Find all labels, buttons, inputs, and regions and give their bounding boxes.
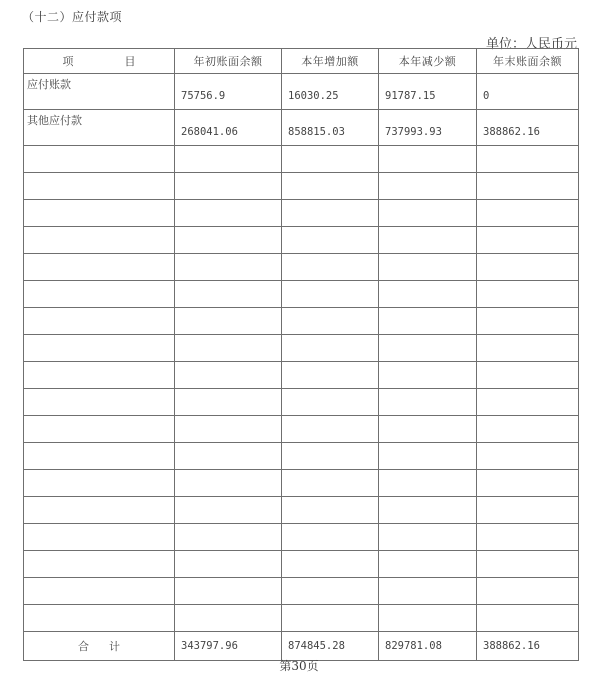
table-header-row [24, 49, 579, 74]
empty-cell [282, 254, 379, 281]
empty-table-row [24, 335, 579, 362]
empty-cell [282, 416, 379, 443]
empty-cell [379, 551, 477, 578]
empty-cell [24, 200, 175, 227]
empty-table-row [24, 470, 579, 497]
empty-cell [477, 173, 579, 200]
empty-cell [477, 146, 579, 173]
empty-cell [282, 146, 379, 173]
empty-cell [175, 200, 282, 227]
empty-cell [282, 524, 379, 551]
decrease-cell: 91787.15 [379, 74, 477, 110]
empty-cell [477, 497, 579, 524]
empty-cell [282, 335, 379, 362]
empty-cell [282, 470, 379, 497]
empty-cell [379, 200, 477, 227]
empty-cell [477, 551, 579, 578]
empty-cell [379, 524, 477, 551]
opening-balance-cell: 75756.9 [175, 74, 282, 110]
empty-cell [477, 200, 579, 227]
empty-cell [379, 173, 477, 200]
total-opening-balance: 343797.96 [175, 632, 282, 661]
empty-cell [282, 281, 379, 308]
empty-table-row [24, 605, 579, 632]
empty-cell [175, 335, 282, 362]
empty-cell [175, 389, 282, 416]
empty-cell [175, 605, 282, 632]
empty-cell [379, 605, 477, 632]
increase-cell: 16030.25 [282, 74, 379, 110]
empty-cell [282, 389, 379, 416]
empty-table-row [24, 254, 579, 281]
empty-cell [282, 443, 379, 470]
empty-cell [477, 416, 579, 443]
empty-cell [24, 416, 175, 443]
empty-cell [24, 497, 175, 524]
decrease-cell: 737993.93 [379, 110, 477, 146]
empty-cell [477, 524, 579, 551]
empty-cell [282, 605, 379, 632]
page-number: 第30页 [279, 659, 319, 673]
header-item: 项 目 [24, 49, 175, 74]
empty-cell [379, 497, 477, 524]
empty-cell [24, 227, 175, 254]
header-opening-balance: 年初账面余额 [175, 49, 282, 74]
empty-cell [282, 551, 379, 578]
empty-table-row [24, 389, 579, 416]
empty-cell [379, 254, 477, 281]
empty-cell [175, 254, 282, 281]
total-increase: 874845.28 [282, 632, 379, 661]
empty-cell [24, 308, 175, 335]
empty-cell [477, 389, 579, 416]
empty-table-row [24, 362, 579, 389]
empty-cell [175, 470, 282, 497]
header-increase: 本年增加额 [282, 49, 379, 74]
empty-table-row [24, 443, 579, 470]
empty-cell [477, 578, 579, 605]
empty-cell [477, 227, 579, 254]
empty-cell [379, 362, 477, 389]
payables-table-container [23, 48, 578, 661]
empty-cell [282, 308, 379, 335]
closing-balance-cell: 0 [477, 74, 579, 110]
total-closing-balance: 388862.16 [477, 632, 579, 661]
empty-table-row [24, 497, 579, 524]
empty-cell [379, 335, 477, 362]
empty-cell [175, 308, 282, 335]
empty-cell [379, 578, 477, 605]
empty-cell [477, 335, 579, 362]
empty-cell [175, 362, 282, 389]
empty-table-row [24, 308, 579, 335]
empty-cell [175, 227, 282, 254]
empty-cell [24, 173, 175, 200]
empty-cell [175, 524, 282, 551]
empty-cell [175, 497, 282, 524]
empty-cell [175, 551, 282, 578]
empty-table-row [24, 173, 579, 200]
header-closing-balance: 年末账面余额 [477, 49, 579, 74]
empty-cell [477, 362, 579, 389]
empty-cell [477, 443, 579, 470]
empty-cell [24, 551, 175, 578]
opening-balance-cell: 268041.06 [175, 110, 282, 146]
table-body [24, 74, 579, 632]
empty-cell [282, 497, 379, 524]
increase-cell: 858815.03 [282, 110, 379, 146]
empty-cell [282, 227, 379, 254]
empty-cell [175, 173, 282, 200]
empty-cell [24, 443, 175, 470]
total-decrease: 829781.08 [379, 632, 477, 661]
empty-cell [175, 146, 282, 173]
empty-cell [282, 578, 379, 605]
section-title: （十二）应付款项 [22, 10, 123, 24]
empty-table-row [24, 578, 579, 605]
table-row [24, 110, 579, 146]
empty-cell [24, 254, 175, 281]
empty-cell [282, 173, 379, 200]
empty-cell [24, 605, 175, 632]
empty-cell [379, 389, 477, 416]
empty-cell [24, 146, 175, 173]
empty-cell [379, 470, 477, 497]
empty-cell [24, 578, 175, 605]
row-label: 其他应付款 [24, 110, 175, 146]
table-row [24, 74, 579, 110]
unit-label: 单位：人民币元 [485, 37, 577, 52]
empty-cell [379, 227, 477, 254]
empty-cell [282, 200, 379, 227]
empty-table-row [24, 146, 579, 173]
empty-table-row [24, 200, 579, 227]
empty-table-row [24, 416, 579, 443]
empty-cell [379, 416, 477, 443]
header-decrease: 本年减少额 [379, 49, 477, 74]
empty-table-row [24, 281, 579, 308]
closing-balance-cell: 388862.16 [477, 110, 579, 146]
empty-cell [379, 443, 477, 470]
empty-cell [24, 524, 175, 551]
empty-cell [379, 308, 477, 335]
row-label: 应付账款 [24, 74, 175, 110]
empty-table-row [24, 551, 579, 578]
empty-table-row [24, 524, 579, 551]
empty-table-row [24, 227, 579, 254]
empty-cell [477, 605, 579, 632]
total-label: 合计 [24, 632, 175, 661]
empty-cell [477, 281, 579, 308]
empty-cell [24, 335, 175, 362]
empty-cell [175, 416, 282, 443]
payables-table [23, 48, 579, 661]
empty-cell [175, 443, 282, 470]
empty-cell [24, 362, 175, 389]
empty-cell [477, 254, 579, 281]
empty-cell [175, 281, 282, 308]
empty-cell [24, 389, 175, 416]
empty-cell [477, 308, 579, 335]
empty-cell [477, 470, 579, 497]
empty-cell [282, 362, 379, 389]
empty-cell [24, 470, 175, 497]
empty-cell [379, 281, 477, 308]
empty-cell [379, 146, 477, 173]
empty-cell [24, 281, 175, 308]
empty-cell [175, 578, 282, 605]
